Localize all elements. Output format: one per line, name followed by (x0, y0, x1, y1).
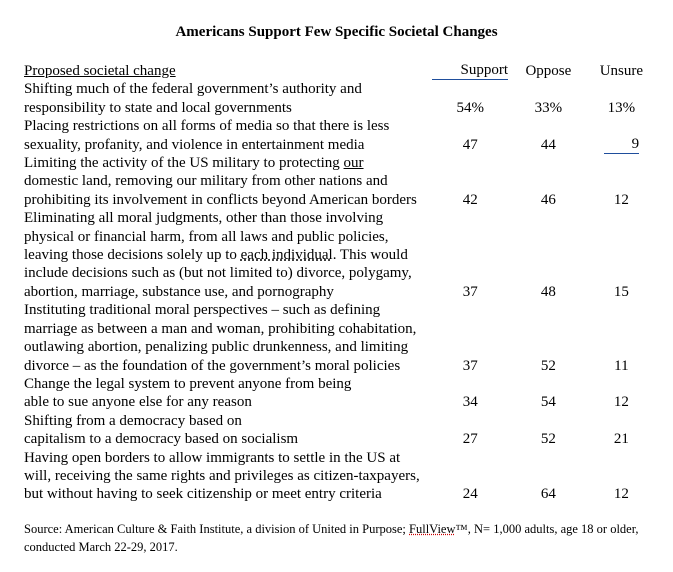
change-text: Eliminating all moral judgments, other than those involving physical or financial harm, from all laws and public policies, leaving those decisions solely up to each individual. This would include decisions such as (but not limited to) divorce, polygamy, abortion, marriage, substance use, and pornography (24, 210, 412, 300)
survey-table (24, 61, 654, 504)
change-text: Instituting traditional moral perspectives – such as defining marriage as between a man and woman, prohibiting cohabitation, outlawing abortion, penalizing public drunkenness, and limiting divorce – as the foundation of the government’s moral policies (24, 302, 417, 374)
col-header-support: Support (432, 61, 508, 80)
unsure-value: 11 (614, 357, 629, 374)
table-row (24, 375, 654, 412)
table-row (24, 301, 654, 375)
oppose-value: 54 (540, 394, 556, 411)
source-note: Source: American Culture & Faith Institute, a division of United in Purpose; FullView™, N= 1,000 adults, age 18 or older, conducted March 22-29, 2017. (24, 522, 639, 554)
unsure-value: 13% (607, 99, 636, 116)
table-row (24, 412, 654, 449)
oppose-value: 44 (540, 136, 556, 153)
table-title: Americans Support Few Specific Societal Changes (175, 24, 498, 40)
col-header-oppose: Oppose (525, 63, 572, 79)
unsure-value: 12 (613, 394, 629, 411)
change-text: Shifting from a democracy based on capitalism to a democracy based on socialism (24, 412, 299, 448)
col-header-unsure: Unsure (599, 63, 644, 79)
oppose-value: 64 (540, 486, 556, 503)
table-row (24, 209, 654, 301)
support-value: 27 (462, 431, 478, 448)
support-value: 37 (462, 357, 478, 374)
change-text: Placing restrictions on all forms of media so that there is less sexuality, profanity, and violence in entertainment media (24, 118, 390, 153)
unsure-value: 9 (589, 117, 654, 154)
support-value: 24 (462, 486, 478, 503)
unsure-value: 12 (613, 486, 629, 503)
support-value: 54% (456, 99, 484, 116)
support-value: 42 (462, 191, 478, 208)
support-value: 37 (462, 283, 478, 300)
fullview-brand: FullView (409, 522, 456, 536)
oppose-value: 52 (540, 357, 556, 374)
support-value: 34 (462, 394, 478, 411)
change-text: Shifting much of the federal government’s authority and responsibility to state and local governments (24, 81, 362, 116)
unsure-value: 12 (613, 191, 629, 208)
table-row (24, 154, 654, 209)
change-text: Having open borders to allow immigrants to settle in the US at will, receiving the same rights and privileges as citizen-taxpayers, but without having to seek citizenship or meet entry criteria (24, 449, 420, 503)
unsure-value: 15 (613, 283, 629, 300)
oppose-value: 46 (540, 191, 556, 208)
oppose-value: 33% (534, 99, 563, 116)
support-value: 47 (462, 136, 478, 153)
table-row (24, 117, 654, 154)
change-text: Change the legal system to prevent anyone from being able to sue anyone else for any reason (24, 375, 352, 411)
table-row (24, 449, 654, 504)
table-row (24, 80, 654, 117)
header-row (24, 61, 654, 80)
oppose-value: 52 (540, 431, 556, 448)
oppose-value: 48 (540, 283, 556, 300)
col-header-change: Proposed societal change (24, 63, 176, 79)
change-text: Limiting the activity of the US military to protecting our domestic land, removing our military from other nations and prohibiting its involvement in conflicts beyond American borders (24, 155, 417, 208)
unsure-value: 21 (613, 431, 629, 448)
